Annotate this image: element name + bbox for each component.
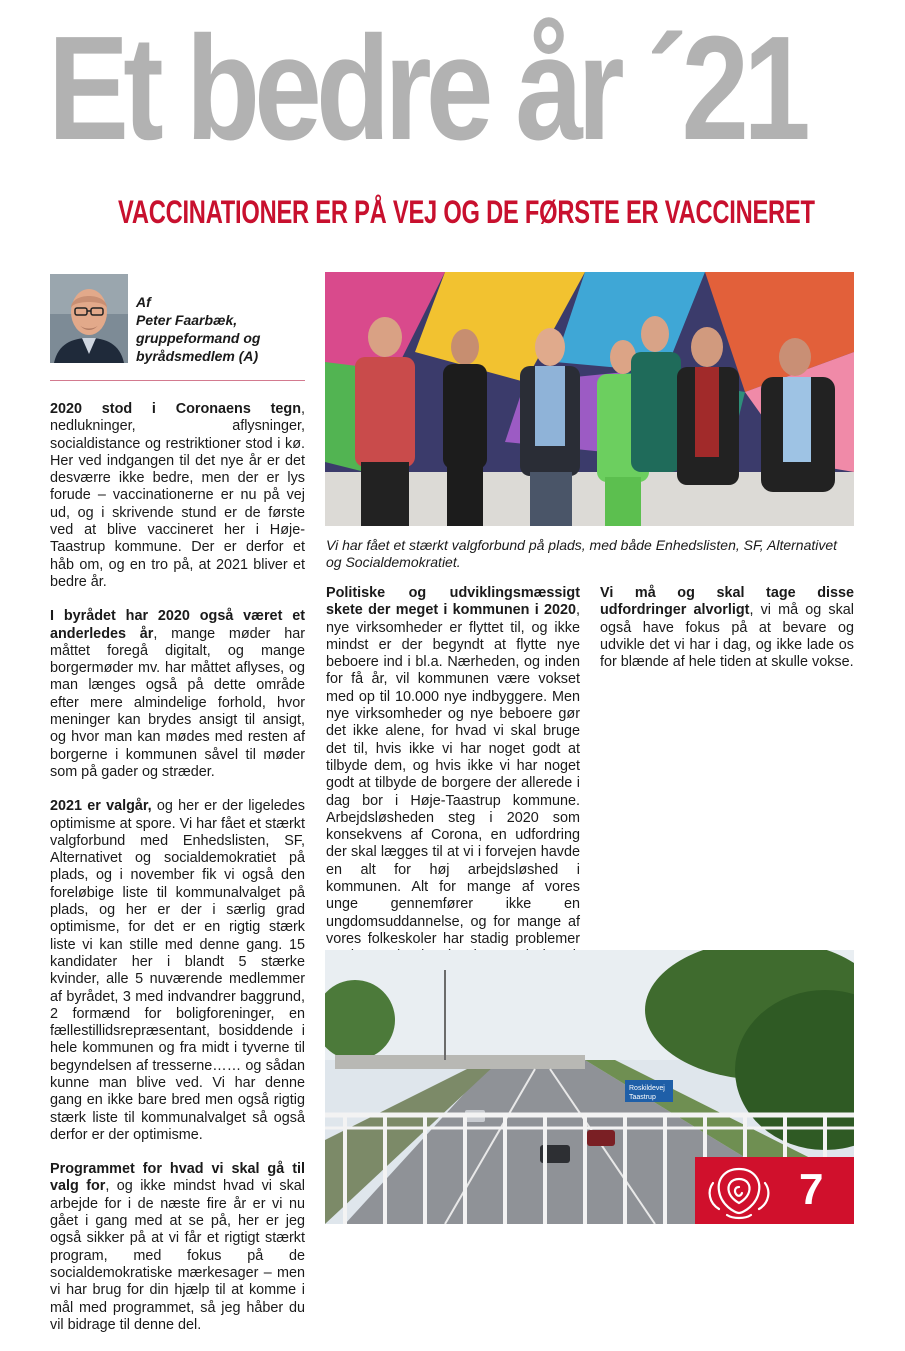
headline: Et bedre år ´21 bbox=[48, 6, 806, 171]
author-portrait bbox=[50, 274, 128, 363]
author-role-1: gruppeformand og bbox=[136, 330, 261, 346]
page-number-box bbox=[695, 1157, 854, 1224]
article-column-1 bbox=[50, 401, 305, 1351]
rose-icon bbox=[705, 1161, 773, 1221]
page-number: 7 bbox=[799, 1165, 824, 1214]
paragraph-5: Politiske og udviklingsmæssigt skete der meget i kommunen i 2020, nye virksomheder er flyttet til, og ikke mindst er der begyndt at flytte nye beboere ind i bl.a. Nærheden, og inden for få år, vil kommunen være vokset med op til 10.000 nye indbyggere. Men nye virksomheder og nye beboere gør det ikke alene, for hvad vi skal bruge det til, hvis ikke vi har noget godt at tilbyde dem, og hvis ikke vi har noget godt at tilbyde de borgere der allerede i dag bor i Høje-Taastrup kommune. Arbejdsløsheden steg i 2020 som konsekvens af Corona, en udfordring der skal lægges til at vi i forvejen havde en alt for høj arbejdsløshed i kommunen. Alt for mange af vores unge gennemfører ikke en ungdomsuddannelse, og for mange af vores folkeskoler har stadig problemer bbox=[326, 585, 580, 947]
byline-prefix: Af bbox=[136, 294, 151, 310]
group-photo bbox=[325, 272, 854, 526]
road-sign-line1: Roskildevej bbox=[629, 1085, 665, 1092]
divider bbox=[50, 380, 305, 381]
paragraph-1: 2020 stod i Coronaens tegn, nedlukninger, aflysninger, socialdistance og restriktioner stod i kø. Her ved indgangen til det nye år er det desværre ikke bedre, men der er lys forude – vaccinationerne er nu på vej ud, og i skrivende stund er de første ved at blive vaccineret her i Høje-Taastrup kommune. Der er derfor et håb om, og en tro på, at 2021 bliver et bedre år. bbox=[50, 401, 305, 590]
photo-caption: Vi har fået et stærkt valgforbund på plads, med både Enhedslisten, SF, Alternativet og Socialdemokratiet. bbox=[326, 537, 838, 570]
byline bbox=[136, 293, 260, 365]
paragraph-3: 2021 er valgår, og her er der ligeledes optimisme at spore. Vi har fået et stærkt valgforbund med Enhedslisten, SF, Alternativet og socialdemokratiet på plads, og i november fik vi også den foreløbige liste til kommunalvalget på plads, og her er der i særlig grad optimisme, for det er en rigtig stærk liste vi kan stille med denne gang. 15 kandidater her i blandt 5 stærke kvinder, alle 5 nuværende medlemmer af byrådet, 3 med indvandrer baggrund, 2 formænd for boligforeninger, en fællestillidsrepræsentant, bosiddende i hele kommunen og fra midt i tyverne til begyndelsen af tresserne…… og sådan kunne man blive ved. Vi har denne gang en ikke bare bred men også rigtig stærk liste til kommunalvalget så også derfor er der optimisme. bbox=[50, 798, 305, 1143]
paragraph-4: Programmet for hvad vi skal gå til valg for, og ikke mindst hvad vi skal arbejde for i de næste fire år er vi nu gået i gang med at se på, her er jeg også sikker på at vi får et rigtigt stærkt program, med fokus på de socialdemokratiske mærkesager – men vi har brug for din hjælp til at komme i mål med programmet, så jeg håber du vil bidrage til denne del. bbox=[50, 1161, 305, 1333]
paragraph-2: I byrådet har 2020 også været et anderledes år, mange møder har måttet foregå digitalt, og mange borgermøder mv. har måttet aflyses, og man længes også på dette område efter mere almindelige forhold, hvor meninger kan brydes ansigt til ansigt, og hvor man kan mødes med resten af borgerne i kommunen såvel til møder som på gader og stræder. bbox=[50, 608, 306, 780]
paragraph-6: Vi må og skal tage disse udfordringer alvorligt, vi må og skal også have fokus på at bevare og udvikle det vi har i dag, og ikke lade os for blænde af hele tiden at skulle vokse. bbox=[600, 585, 854, 671]
road-sign-line2: Taastrup bbox=[629, 1094, 656, 1101]
subheadline: VACCINATIONER ER PÅ VEJ OG DE FØRSTE ER VACCINERET bbox=[118, 194, 815, 230]
article-column-3 bbox=[600, 585, 854, 688]
author-role-2: byrådsmedlem (A) bbox=[136, 348, 259, 364]
author-name: Peter Faarbæk, bbox=[136, 312, 238, 328]
